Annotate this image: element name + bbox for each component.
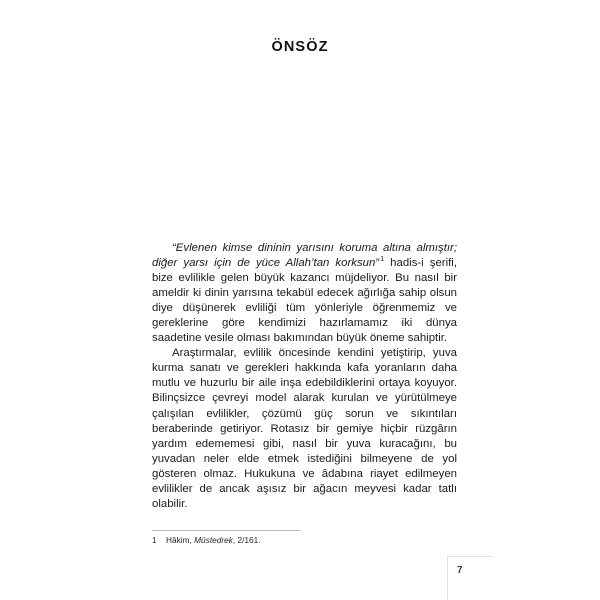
footnote-separator-rule (152, 530, 300, 531)
page-number: 7 (457, 565, 463, 576)
page-title: ÖNSÖZ (271, 39, 329, 55)
paragraph-1 (152, 241, 457, 346)
footnote-author: Hâkim, (166, 535, 192, 545)
paragraph-2: Araştırmalar, evlilik öncesinde kendini yetiştirip, yuva kurma sanatı ve gerekleri hakkında kafa yoranların daha mutlu ve huzurlu bir aile inşa edebildiklerini ortaya koyuyor. Bilinçsizce çevreyi model alarak kurulan ve yürütülmeye çalışılan evlilikler, çözümü güç sorun ve sıkıntıları beraberinde getiriyor. Rotasız bir gemiye hiçbir rüzgârın yardım edememesi gibi, nasıl bir yuva kuracağını, bu yuvadan neler elde etmek istediğini bilmeyene de yol gösteren olmaz. Hukukuna ve âdabına riayet edilmeyen evlilikler de ancak aşısız bir ağacın meyvesi kadar tatlı olabilir. (152, 347, 457, 510)
page-number-corner-frame (447, 556, 491, 600)
body-text-block (152, 241, 457, 512)
footnote-area (152, 530, 457, 546)
hadith-quotation: “Evlenen kimse dininin yarısını koruma altına almıştır; diğer yarsı için de yüce Allah’tan korksun” (152, 242, 457, 270)
footnote-work-title: Müstedrek (194, 535, 233, 545)
footnote-entry (152, 535, 457, 546)
paragraph-1-text: hadis-i şerifi, bize evlilikle gelen büyük kazancı müjdeliyor. Bu nasıl bir ameldir ki dinin yarısına tekabül edecek ağırlığa sahip olsun diye düşünerek evliliği tüm yönleriyle öğrenmemiz ve gereklerine göre kendimizi hazırlamamız iki dünya saadetine vesile olması bakımından büyük öneme sahiptir. (152, 257, 457, 345)
footnote-number: 1 (152, 535, 157, 545)
footnote-reference-marker[interactable]: 1 (380, 254, 385, 264)
footnote-reference: , 2/161. (232, 535, 261, 545)
